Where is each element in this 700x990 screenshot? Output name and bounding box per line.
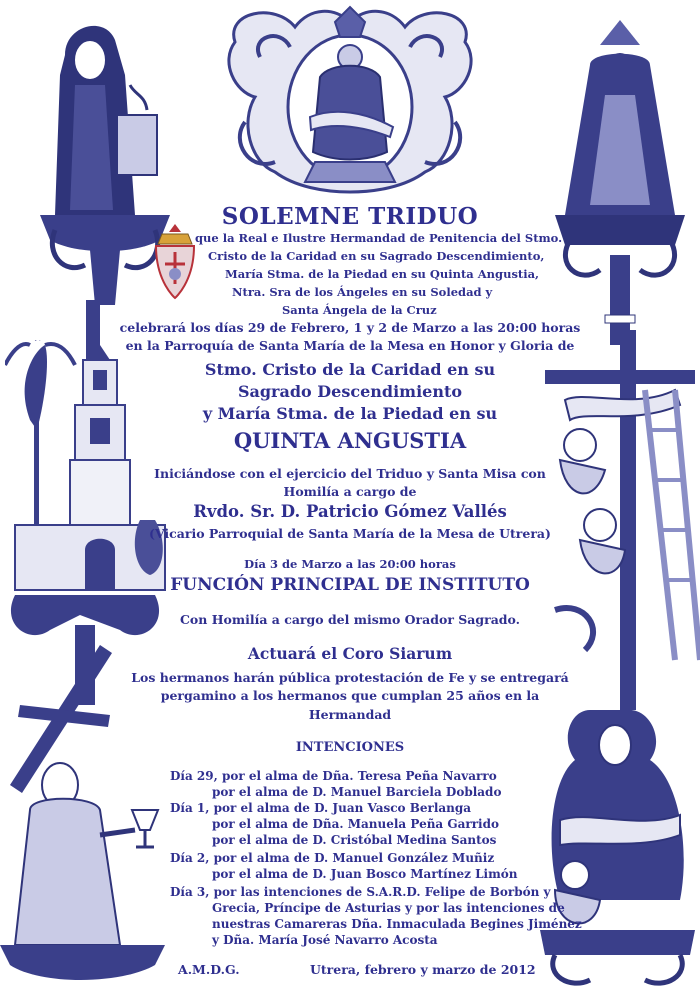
intro-line: Cristo de la Caridad en su Sagrado Descendimiento, — [208, 249, 545, 263]
intencion-line: Día 1, por el alma de D. Juan Vasco Berlanga — [170, 801, 472, 815]
honoree-line: Stmo. Cristo de la Caridad en su — [204, 360, 496, 379]
orador-cargo: (Vicario Parroquial de Santa María de la Mesa de Utrera) — [149, 526, 551, 541]
intenciones-heading: INTENCIONES — [295, 740, 405, 755]
pieta-cartouche-image — [215, 2, 485, 202]
misa-line: Iniciándose con el ejercicio del Triduo y Santa Misa con — [154, 466, 546, 481]
protestacion-line: Hermandad — [308, 707, 392, 722]
intro-line: Santa Ángela de la Cruz — [282, 303, 437, 317]
amdg-footer: A.M.D.G. — [178, 962, 240, 977]
intencion-line: Día 3, por las intenciones de S.A.R.D. Felipe de Borbón y — [170, 885, 551, 899]
intencion-line: Grecia, Príncipe de Asturias y por las intenciones de — [212, 901, 565, 915]
intencion-line: por el alma de D. Cristóbal Medina Santos — [212, 833, 497, 847]
orador-name: Rvdo. Sr. D. Patricio Gómez Vallés — [193, 502, 507, 521]
intro-line: Ntra. Sra de los Ángeles en su Soledad y — [232, 285, 493, 299]
intro-line: que la Real e Ilustre Hermandad de Penitencia del Stmo. — [195, 231, 563, 245]
intencion-line: Día 29, por el alma de Dña. Teresa Peña Navarro — [170, 769, 497, 783]
protestacion-line: pergamino a los hermanos que cumplan 25 años en la — [160, 688, 540, 703]
intencion-line: Día 2, por el alma de D. Manuel González Muñiz — [170, 851, 495, 865]
quinta-angustia-title: QUINTA ANGUSTIA — [233, 428, 467, 453]
intencion-line: por el alma de D. Juan Bosco Martínez Limón — [212, 867, 518, 881]
intencion-line: nuestras Camareras Dña. Inmaculada Begines Jiménez — [212, 917, 582, 931]
protestacion-line: Los hermanos harán pública protestación de Fe y se entregará — [131, 670, 569, 685]
poster-title: SOLEMNE TRIDUO — [221, 203, 479, 230]
honoree-line: Sagrado Descendimiento — [237, 382, 463, 401]
honoree-line: y María Stma. de la Piedad en su — [202, 404, 498, 423]
funcion-titulo: FUNCIÓN PRINCIPAL DE INSTITUTO — [170, 575, 530, 595]
place-date-footer: Utrera, febrero y marzo de 2012 — [310, 962, 536, 977]
hermandad-seal-icon — [150, 222, 200, 300]
intencion-line: por el alma de D. Manuel Barciela Doblado — [212, 785, 502, 799]
funcion-fecha: Día 3 de Marzo a las 20:00 horas — [244, 557, 456, 571]
coro-line: Actuará el Coro Siarum — [247, 644, 453, 663]
intro-line: María Stma. de la Piedad en su Quinta Angustia, — [225, 267, 540, 281]
misa-line: Homilía a cargo de — [283, 484, 417, 499]
intencion-line: y Dña. María José Navarro Acosta — [212, 933, 438, 947]
intencion-line: por el alma de Dña. Manuela Peña Garrido — [212, 817, 500, 831]
virgen-angeles-image — [555, 15, 685, 345]
dates-line: en la Parroquía de Santa María de la Mesa en Honor y Gloria de — [125, 338, 575, 353]
funcion-homilia: Con Homilía a cargo del mismo Orador Sagrado. — [179, 612, 521, 627]
dates-line: celebrará los días 29 de Febrero, 1 y 2 de Marzo a las 20:00 horas — [119, 320, 581, 335]
